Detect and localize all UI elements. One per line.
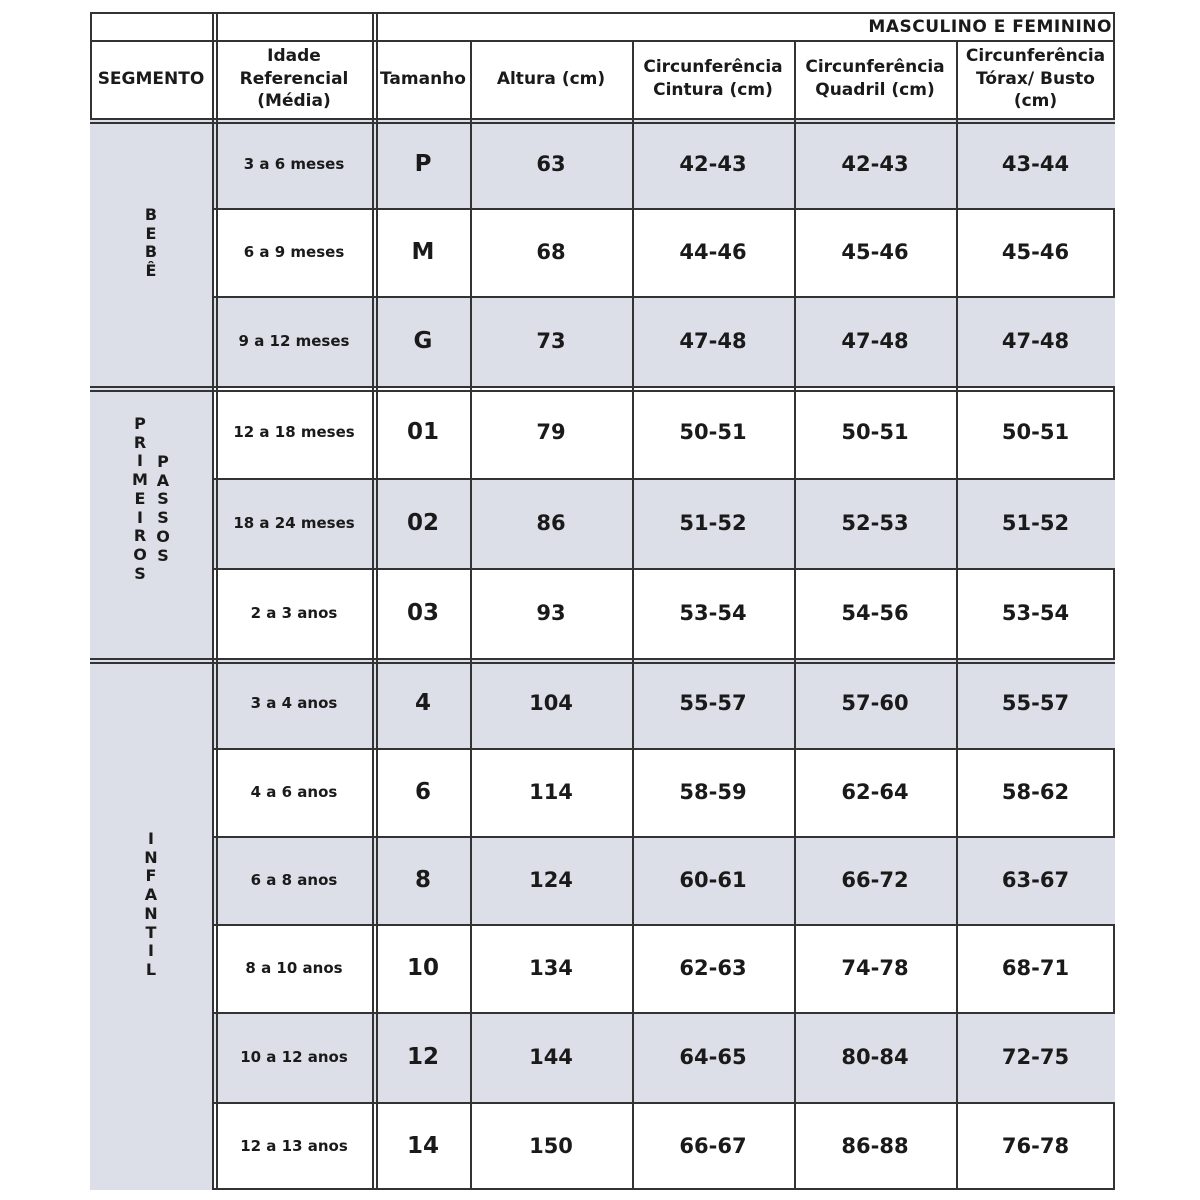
cell-size: 10 (406, 955, 439, 981)
cell-waist: 55-57 (679, 691, 747, 715)
cell-height: 68 (536, 240, 566, 264)
header-torax-line: Circunferência (965, 45, 1106, 66)
cell-age: 18 a 24 meses (233, 514, 355, 532)
header-quadril (794, 40, 956, 118)
cell-chest: 72-75 (1001, 1045, 1070, 1069)
segment-label-bebe-letter: B (144, 242, 158, 262)
cell-waist: 44-46 (679, 240, 747, 264)
cell-waist: 50-51 (679, 420, 747, 444)
segment-label-primeiros-letter: E (134, 488, 146, 508)
header-segmento (90, 40, 212, 118)
header-torax (956, 40, 1115, 118)
segment-label-passos-letter: A (156, 470, 170, 490)
cell-age: 3 a 4 anos (250, 694, 338, 712)
segment-label-passos-letter: S (157, 489, 169, 509)
cell-hip: 52-53 (841, 511, 909, 535)
cell-size: G (413, 328, 433, 354)
cell-waist: 42-43 (679, 152, 747, 176)
segment-label-infantil-letter: A (144, 885, 158, 905)
segment-label-passos-letter: P (157, 452, 169, 471)
segment-label-primeiros-letter: S (134, 563, 146, 583)
cell-hip: 57-60 (841, 691, 909, 715)
header-torax-line: Tórax/ Busto (cm) (976, 68, 1095, 112)
cell-waist: 51-52 (679, 511, 747, 535)
cell-height: 134 (529, 956, 573, 980)
header-altura (470, 40, 632, 118)
segment-label-passos-letter: S (157, 545, 169, 565)
cell-hip: 86-88 (841, 1134, 909, 1158)
cell-age: 8 a 10 anos (245, 959, 343, 977)
cell-chest: 58-62 (1001, 780, 1070, 804)
header-altura-line: Altura (cm) (496, 68, 606, 89)
cell-chest: 47-48 (1001, 329, 1070, 353)
header-cintura (632, 40, 794, 118)
cell-height: 150 (529, 1134, 573, 1158)
cell-hip: 50-51 (841, 420, 909, 444)
header-tamanho (376, 40, 470, 118)
cell-chest: 55-57 (1001, 691, 1070, 715)
header-quadril-line: Quadril (cm) (815, 80, 935, 100)
cell-size: P (414, 151, 432, 177)
cell-height: 93 (536, 601, 566, 625)
cell-size: 03 (406, 600, 439, 626)
cell-age: 12 a 13 anos (240, 1137, 348, 1155)
cell-size: 02 (406, 510, 439, 536)
segment-label-passos-letter: S (157, 508, 169, 528)
cell-size: M (411, 239, 435, 265)
table-title: MASCULINO E FEMININO (868, 17, 1112, 37)
cell-hip: 47-48 (841, 329, 909, 353)
cell-waist: 66-67 (679, 1134, 747, 1158)
cell-chest: 45-46 (1001, 240, 1070, 264)
header-idade (216, 40, 372, 118)
cell-hip: 80-84 (841, 1045, 909, 1069)
cell-chest: 50-51 (1001, 420, 1070, 444)
cell-chest: 53-54 (1001, 601, 1070, 625)
segment-label-infantil-letter: N (144, 903, 158, 923)
cell-height: 124 (529, 868, 573, 892)
cell-waist: 53-54 (679, 601, 747, 625)
cell-hip: 62-64 (841, 780, 909, 804)
segment-label-infantil (141, 830, 161, 980)
header-idade-line: Idade Referencial (239, 45, 349, 89)
cell-waist: 62-63 (679, 956, 747, 980)
cell-age: 6 a 9 meses (243, 243, 345, 261)
segment-label-infantil-letter: I (148, 829, 154, 848)
cell-waist: 64-65 (679, 1045, 747, 1069)
segment-label-primeiros-letter: R (133, 432, 147, 452)
cell-chest: 68-71 (1001, 956, 1070, 980)
cell-height: 73 (536, 329, 566, 353)
cell-height: 79 (536, 420, 566, 444)
segment-label-bebe-letter: Ê (145, 261, 157, 281)
cell-hip: 42-43 (841, 152, 909, 176)
segment-label-bebe-letter: B (144, 205, 158, 224)
segment-label-primeiros (130, 415, 150, 583)
cell-hip: 66-72 (841, 868, 909, 892)
cell-waist: 47-48 (679, 329, 747, 353)
segment-label-primeiros-letter: O (133, 545, 147, 565)
cell-age: 6 a 8 anos (250, 871, 338, 889)
cell-age: 12 a 18 meses (233, 423, 355, 441)
cell-size: 6 (414, 779, 431, 805)
cell-age: 4 a 6 anos (250, 783, 338, 801)
cell-size: 14 (406, 1133, 439, 1159)
cell-height: 63 (536, 152, 566, 176)
segment-label-passos (153, 453, 173, 565)
header-cintura-line: Circunferência (643, 57, 783, 78)
segment-label-primeiros-letter: R (133, 526, 147, 546)
cell-size: 01 (406, 419, 439, 445)
cell-age: 2 a 3 anos (250, 604, 338, 622)
segment-label-primeiros-letter: P (134, 414, 146, 433)
cell-waist: 58-59 (679, 780, 747, 804)
segment-label-passos-letter: O (156, 526, 170, 546)
cell-chest: 51-52 (1001, 511, 1070, 535)
segment-label-infantil-letter: N (144, 847, 158, 867)
header-idade-line: (Média) (257, 91, 331, 112)
cell-age: 10 a 12 anos (240, 1048, 348, 1066)
cell-height: 104 (529, 691, 573, 715)
segment-label-bebe (141, 206, 161, 281)
cell-chest: 63-67 (1001, 868, 1070, 892)
cell-hip: 45-46 (841, 240, 909, 264)
cell-age: 9 a 12 meses (238, 332, 350, 350)
cell-hip: 74-78 (841, 956, 909, 980)
cell-waist: 60-61 (679, 868, 747, 892)
header-tamanho-line: Tamanho (380, 68, 466, 89)
segment-label-bebe-letter: E (145, 223, 157, 243)
segment-label-infantil-letter: F (145, 866, 157, 886)
cell-chest: 43-44 (1001, 152, 1070, 176)
cell-height: 86 (536, 511, 566, 535)
cell-age: 3 a 6 meses (243, 155, 345, 173)
header-segmento-line: SEGMENTO (97, 69, 205, 89)
header-quadril-line: Circunferência (805, 57, 945, 78)
cell-size: 12 (406, 1044, 439, 1070)
header-cintura-line: Cintura (cm) (653, 80, 773, 100)
segment-label-primeiros-letter: I (137, 507, 143, 527)
segment-label-infantil-letter: T (145, 922, 157, 942)
segment-label-primeiros-letter: M (132, 470, 148, 490)
cell-hip: 54-56 (841, 601, 909, 625)
cell-height: 144 (529, 1045, 573, 1069)
segment-label-infantil-letter: L (145, 960, 157, 980)
segment-label-primeiros-letter: I (137, 451, 143, 471)
cell-size: 4 (414, 690, 431, 716)
segment-label-infantil-letter: I (148, 941, 154, 961)
cell-height: 114 (529, 780, 573, 804)
cell-size: 8 (414, 867, 431, 893)
cell-chest: 76-78 (1001, 1134, 1070, 1158)
